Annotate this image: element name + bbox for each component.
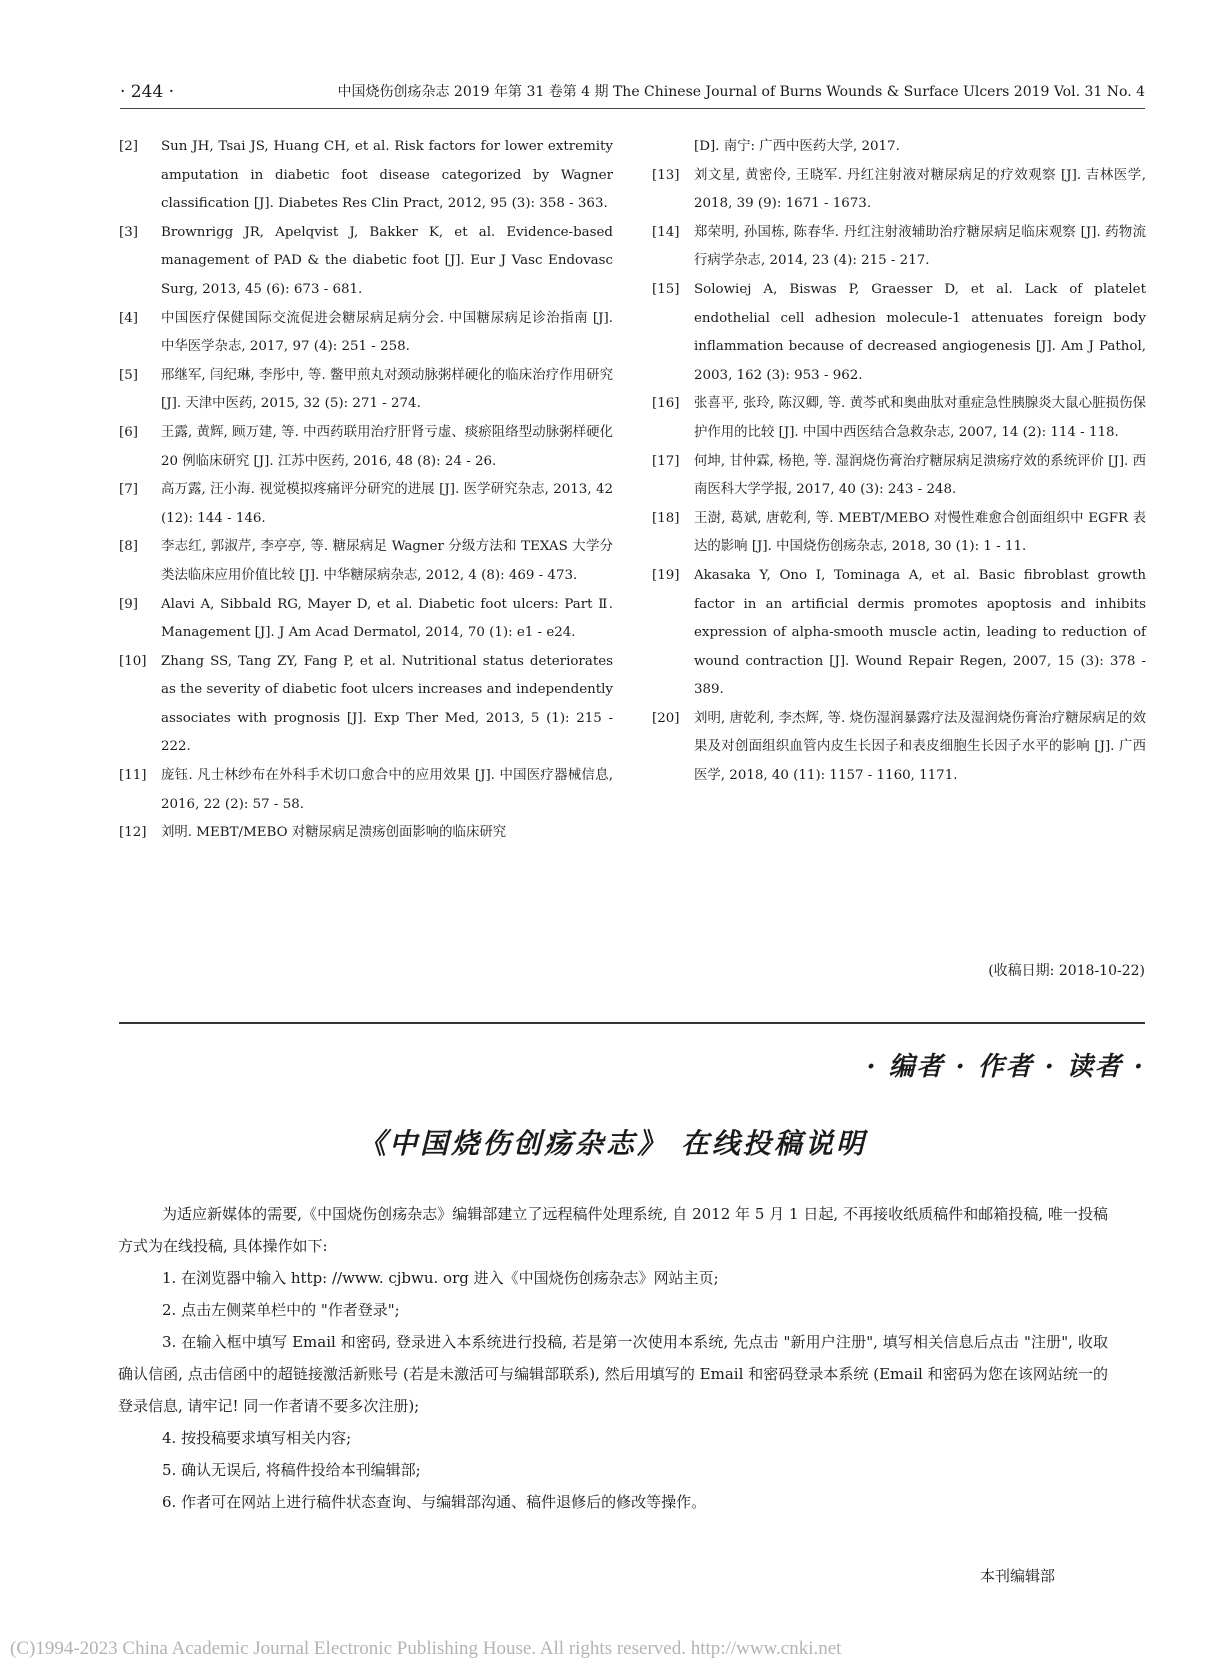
notice-body [118,1198,1108,1518]
reference-text: 郑荣明, 孙国栋, 陈春华. 丹红注射液辅助治疗糖尿病足临床观察 [J]. 药物流行病学杂志, 2014, 23 (4): 215 - 217. [694,224,1146,269]
reference-item [652,390,1146,447]
reference-number: [4] [119,310,138,326]
reference-text: Alavi A, Sibbald RG, Mayer D, et al. Diabetic foot ulcers: Part Ⅱ. Management [J]. J Am Acad Dermatol, 2014, 70 (1): e1 - e24. [161,596,613,641]
reference-number: [13] [652,167,680,183]
reference-text: [D]. 南宁: 广西中医药大学, 2017. [694,139,900,154]
reference-text: Akasaka Y, Ono I, Tominaga A, et al. Basic fibroblast growth factor in an artificial dermis promotes apoptosis and inhibits expression of alpha-smooth muscle actin, leading to reduction of wound contraction [J]. Wound Repair Regen, 2007, 15 (3): 378 - 389. [694,567,1146,698]
references-left-column [119,133,613,848]
reference-text: 庞钰. 凡士林纱布在外科手术切口愈合中的应用效果 [J]. 中国医疗器械信息, 2016, 22 (2): 57 - 58. [161,768,613,812]
reference-number: [16] [652,396,680,412]
editorial-signature: 本刊编辑部 [979,1567,1055,1585]
reference-text: 邢继军, 闫纪琳, 李彤中, 等. 鳖甲煎丸对颈动脉粥样硬化的临床治疗作用研究 [J]. 天津中医药, 2015, 32 (5): 271 - 274. [161,367,613,412]
page-number: · 244 · [120,82,175,102]
reference-text: 刘明. MEBT/MEBO 对糖尿病足溃疡创面影响的临床研究 [161,825,507,841]
reference-text: 刘明, 唐乾利, 李杰辉, 等. 烧伤湿润暴露疗法及湿润烧伤膏治疗糖尿病足的效果及对创面组织血管内皮生长因子和表皮细胞生长因子水平的影响 [J]. 广西医学, 2018, 40 (11): 1157 - 1160, 1171. [694,710,1146,784]
reference-number: [6] [119,424,138,440]
reference-text: Zhang SS, Tang ZY, Fang P, et al. Nutritional status deteriorates as the severity of diabetic foot ulcers increases and independently associates with prognosis [J]. Exp Ther Med, 2013, 5 (1): 215 - 222. [161,653,613,755]
reference-number: [9] [119,596,138,612]
reference-text: 张喜平, 张玲, 陈汉卿, 等. 黄芩甙和奥曲肽对重症急性胰腺炎大鼠心脏损伤保护作用的比较 [J]. 中国中西医结合急救杂志, 2007, 14 (2): 114 - 118. [694,396,1146,440]
notice-step-2: 2. 点击左侧菜单栏中的 "作者登录"; [162,1301,400,1319]
reference-number: [8] [119,539,138,555]
notice-step-1: 1. 在浏览器中输入 http: //www. cjbwu. org 进入《中国烧伤创疡杂志》网站主页; [162,1269,719,1287]
header-rule [120,108,1145,109]
reference-text: Sun JH, Tsai JS, Huang CH, et al. Risk factors for lower extremity amputation in diabetic foot disease categorized by Wagner classification [J]. Diabetes Res Clin Pract, 2012, 95 (3): 358 - 363. [161,139,613,212]
reference-number: [20] [652,710,680,726]
reference-item [119,591,613,648]
notice-intro: 为适应新媒体的需要,《中国烧伤创疡杂志》编辑部建立了远程稿件处理系统, 自 2012 年 5 月 1 日起, 不再接收纸质稿件和邮箱投稿, 唯一投稿方式为在线投稿, 具体操作如下: [118,1205,1108,1255]
reference-item [119,419,613,476]
reference-item [119,819,613,848]
notice-step-4: 4. 按投稿要求填写相关内容; [162,1429,352,1447]
section-tag: · 编者 · 作者 · 读者 · [866,1052,1145,1082]
reference-text: 何坤, 甘仲霖, 杨艳, 等. 湿润烧伤膏治疗糖尿病足溃疡疗效的系统评价 [J]. 西南医科大学学报, 2017, 40 (3): 243 - 248. [694,453,1146,498]
reference-text: 高万露, 汪小海. 视觉模拟疼痛评分研究的进展 [J]. 医学研究杂志, 2013, 42 (12): 144 - 146. [161,482,613,526]
reference-text: 王澍, 葛斌, 唐乾利, 等. MEBT/MEBO 对慢性难愈合创面组织中 EGFR 表达的影响 [J]. 中国烧伤创疡杂志, 2018, 30 (1): 1 - 11. [694,510,1146,555]
reference-item [119,305,613,362]
reference-item [652,705,1146,791]
reference-number: [5] [119,367,138,383]
reference-number: [2] [119,139,138,154]
reference-item [119,133,613,219]
reference-item [652,219,1146,276]
reference-item [652,448,1146,505]
section-divider [119,1022,1145,1024]
copyright-watermark: (C)1994-2023 China Academic Journal Electronic Publishing House. All rights reserved. http://www.cnki.net [10,1638,842,1659]
reference-item [652,505,1146,562]
reference-text: Brownrigg JR, Apelqvist J, Bakker K, et al. Evidence-based management of PAD & the diabetic foot [J]. Eur J Vasc Endovasc Surg, 2013, 45 (6): 673 - 681. [161,224,613,297]
reference-text: Solowiej A, Biswas P, Graesser D, et al. Lack of platelet endothelial cell adhesion molecule-1 attenuates foreign body inflammation because of decreased angiogenesis [J]. Am J Pathol, 2003, 162 (3): 953 - 962. [694,281,1146,383]
reference-number: [17] [652,453,680,469]
notice-title: 《中国烧伤创疡杂志》 在线投稿说明 [358,1127,867,1160]
received-date: (收稿日期: 2018-10-22) [988,963,1145,979]
reference-text: 刘文星, 黄密伶, 王晓军. 丹红注射液对糖尿病足的疗效观察 [J]. 吉林医学, 2018, 39 (9): 1671 - 1673. [694,167,1146,212]
reference-number: [18] [652,510,680,526]
reference-item [652,133,1146,162]
reference-item [652,276,1146,390]
notice-step-3: 3. 在输入框中填写 Email 和密码, 登录进入本系统进行投稿, 若是第一次使用本系统, 先点击 "新用户注册", 填写相关信息后点击 "注册", 收取确认信函, 点击信函中的超链接激活新账号 (若是未激活可与编辑部联系), 然后用填写的 Email 和密码登录本系统 (Email 和密码为您在该网站统一的登录信息, 请牢记! 同一作者请不要多次注册); [118,1333,1108,1415]
reference-text: 王露, 黄辉, 顾万建, 等. 中西药联用治疗肝肾亏虚、痰瘀阻络型动脉粥样硬化 20 例临床研究 [J]. 江苏中医药, 2016, 48 (8): 24 - 26. [161,424,613,469]
reference-text: 李志红, 郭淑芹, 李亭亭, 等. 糖尿病足 Wagner 分级方法和 TEXAS 大学分类法临床应用价值比较 [J]. 中华糖尿病杂志, 2012, 4 (8): 469 - 473. [161,539,613,583]
reference-number: [7] [119,482,138,498]
reference-number: [3] [119,224,138,240]
reference-number: [10] [119,653,147,669]
reference-number: [15] [652,281,680,297]
reference-number: [14] [652,224,680,240]
reference-item [119,219,613,305]
reference-item [119,533,613,590]
reference-item [119,476,613,533]
reference-number: [19] [652,567,680,583]
reference-item [119,648,613,762]
reference-item [119,762,613,819]
reference-item [652,562,1146,705]
reference-number: [12] [119,825,147,841]
reference-text: 中国医疗保健国际交流促进会糖尿病足病分会. 中国糖尿病足诊治指南 [J]. 中华医学杂志, 2017, 97 (4): 251 - 258. [161,310,613,355]
reference-item [119,362,613,419]
reference-number [652,133,694,162]
notice-step-6: 6. 作者可在网站上进行稿件状态查询、与编辑部沟通、稿件退修后的修改等操作。 [162,1493,707,1511]
reference-number: [11] [119,768,147,784]
journal-running-head: 中国烧伤创疡杂志 2019 年第 31 卷第 4 期 The Chinese Journal of Burns Wounds & Surface Ulcers 2019 Vol. 31 No. 4 [337,84,1145,100]
references-right-column [652,133,1146,791]
reference-item [652,162,1146,219]
notice-step-5: 5. 确认无误后, 将稿件投给本刊编辑部; [162,1461,421,1479]
